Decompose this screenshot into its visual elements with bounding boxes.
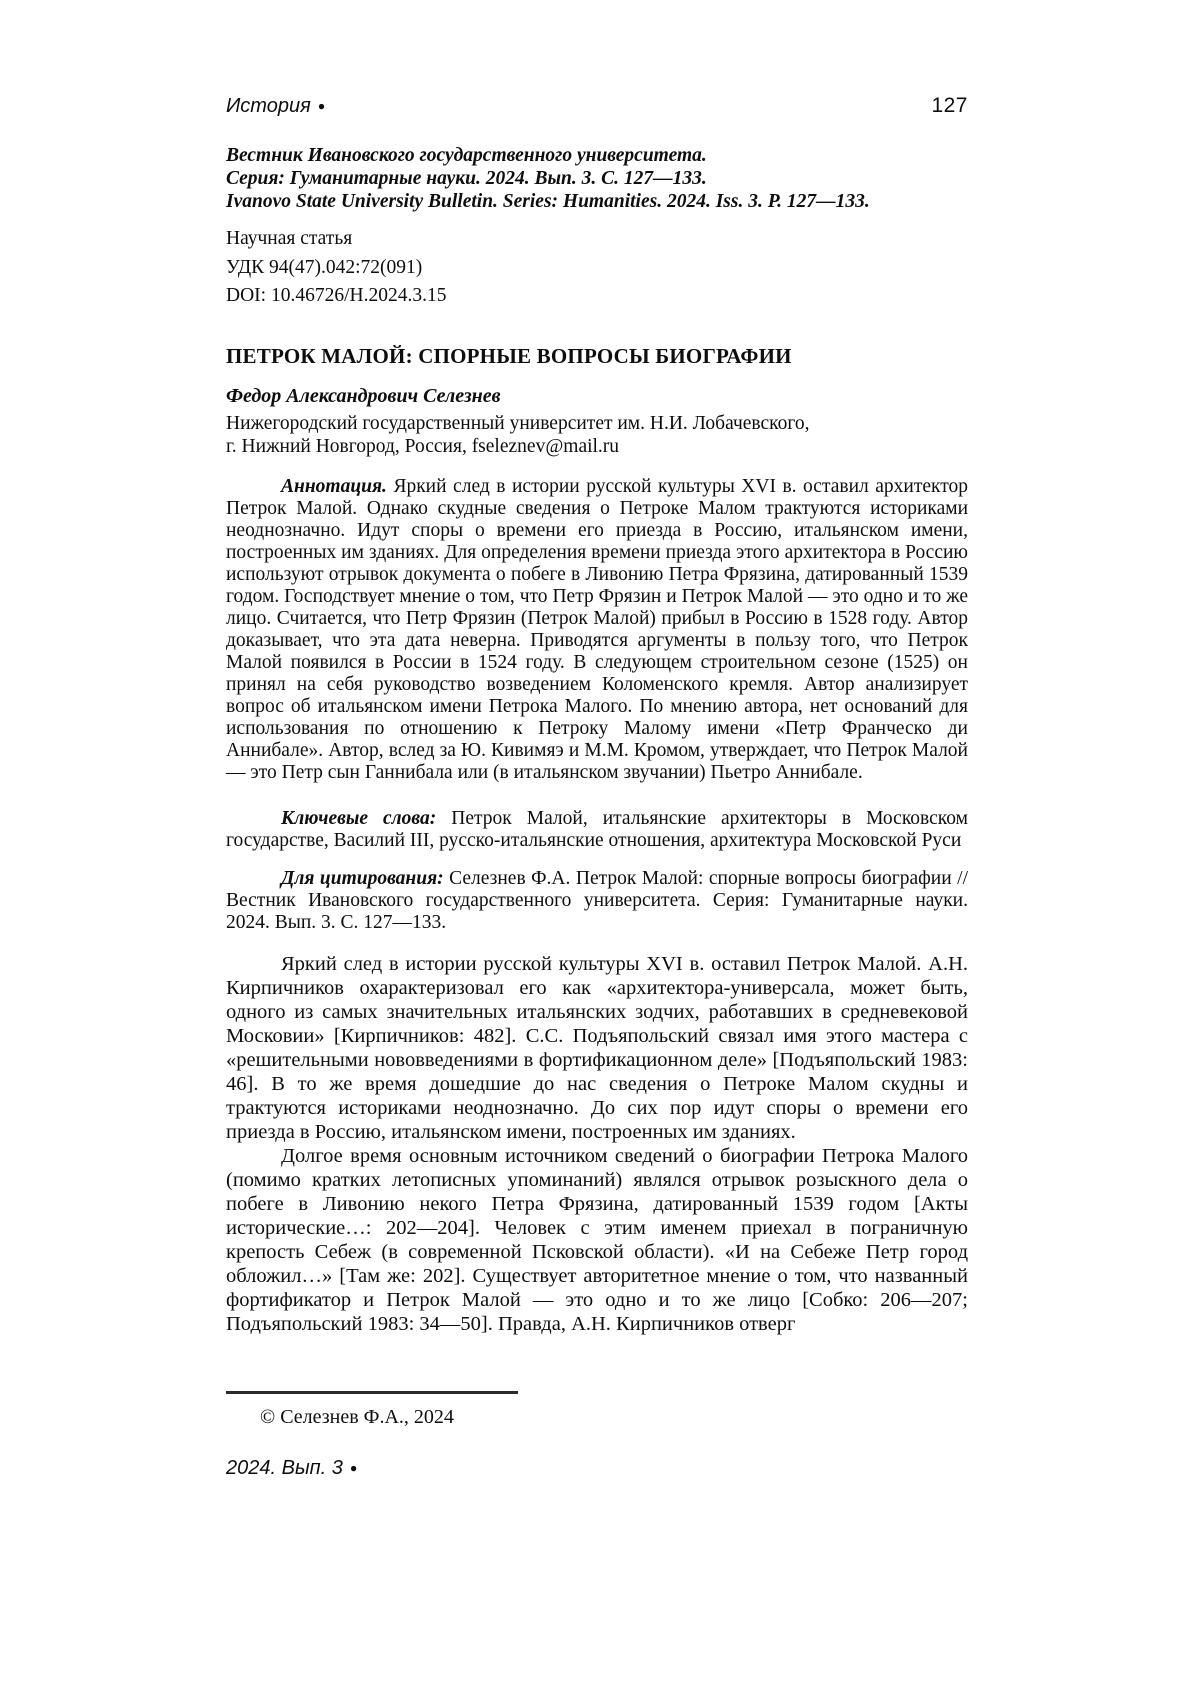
author-name: Федор Александрович Селезнев (226, 384, 501, 407)
citation-label: Для цитирования: (281, 867, 444, 889)
page-number: 127 (931, 94, 968, 117)
section-label (226, 94, 325, 118)
masthead-en-line: Ivanovo State University Bulletin. Series: Humanities. 2024. Iss. 3. P. 127—133. (226, 191, 870, 213)
body-paragraph-1: Яркий след в истории русской культуры XVI в. оставил Петрок Малой. А.Н. Кирпичников охарактеризовал его как «архитектора-универсала, может быть, одного из самых значительных итальянских зодчих, работавших в средневековой Московии» [Кирпичников: 482]. С.С. Подъяпольский связал имя этого мастера с «решительными нововведениями в фортификационном деле» [Подъяпольский 1983: 46]. В то же время дошедшие до нас сведения о Петроке Малом скудны и трактуются историками неоднозначно. До сих пор идут споры о времени его приезда в Россию, итальянском имени, построенных им зданиях. (226, 952, 968, 1143)
journal-masthead (226, 144, 968, 213)
article-title: ПЕТРОК МАЛОЙ: СПОРНЫЕ ВОПРОСЫ БИОГРАФИИ (226, 343, 792, 368)
article-meta (226, 225, 968, 311)
article-type: Научная статья (226, 228, 353, 250)
copyright-line: © Селезнев Ф.А., 2024 (260, 1406, 454, 1428)
affiliation-line2: г. Нижний Новгород, Россия, fseleznev@mail.ru (226, 435, 620, 457)
abstract-text: Яркий след в истории русской культуры XVI в. оставил архитектор Петрок Малой. Однако скудные сведения о Петроке Малом трактуются историками неоднозначно. Идут споры о времени его приезда в Россию, итальянском имени, построенных им зданиях. Для определения времени приезда этого архитектора в Россию используют отрывок документа о побеге в Ливонию Петра Фрязина, датированный 1539 годом. Господствует мнение о том, что Петр Фрязин и Петрок Малой — это одно и то же лицо. Считается, что Петр Фрязин (Петрок Малой) прибыл в Россию в 1528 году. Автор доказывает, что эта дата неверна. Приводятся аргументы в пользу того, что Петрок Малой появился в России в 1524 году. В следующем строительном сезоне (1525) он принял на себя руководство возведением Коломенского кремля. Автор анализирует вопрос об итальянском имени Петрока Малого. По мнению автора, нет оснований для использования по отношению к Петроку Малому имени «Петр Франческо ди Аннибале». Автор, вслед за Ю. Кивимяэ и М.М. Кромом, утверждает, что Петрок Малой — это Петр сын Ганнибала или (в итальянском звучании) Пьетро Аннибале. (226, 475, 968, 783)
affiliation-line1: Нижегородский государственный университет им. Н.И. Лобачевского, (226, 412, 810, 434)
section-title: История (226, 95, 311, 117)
footnote-rule (226, 1391, 518, 1394)
citation-text: Селезнев Ф.А. Петрок Малой: спорные вопросы биографии // Вестник Ивановского государственного университета. Серия: Гуманитарные науки. 2024. Вып. 3. С. 127—133. (226, 867, 968, 933)
abstract (226, 476, 968, 784)
keywords-label: Ключевые слова: (281, 807, 437, 829)
author-affiliation (226, 412, 968, 458)
running-header (226, 94, 968, 118)
keywords (226, 808, 968, 852)
footer-issue-label: 2024. Вып. 3 (226, 1457, 343, 1479)
masthead-ru-line2: Серия: Гуманитарные науки. 2024. Вып. 3. С. 127—133. (226, 168, 707, 190)
footnote-block (226, 1391, 518, 1429)
abstract-label: Аннотация. (281, 475, 387, 497)
udc-code: УДК 94(47).042:72(091) (226, 256, 423, 278)
doi-code: DOI: 10.46726/H.2024.3.15 (226, 285, 447, 307)
masthead-ru-line1: Вестник Ивановского государственного университета. (226, 145, 707, 167)
body-paragraph-2: Долгое время основным источником сведений о биографии Петрока Малого (помимо кратких летописных упоминаний) являлся отрывок розыскного дела о побеге в Ливонию некого Петра Фрязина, датированный 1539 годом [Акты исторические…: 202—204]. Человек с этим именем приехал в пограничную крепость Себеж (в современной Псковской области). «И на Себеже Петр город обложил…» [Там же: 202]. Существует авторитетное мнение о том, что названный фортификатор и Петрок Малой — это одно и то же лицо [Собко: 206—207; Подъяпольский 1983: 34—50]. Правда, А.Н. Кирпичников отверг (226, 1144, 968, 1335)
running-footer (226, 1457, 357, 1480)
citation (226, 868, 968, 934)
bullet-icon: ● (317, 99, 326, 114)
footer-bullet-icon: ● (349, 1461, 358, 1476)
keywords-text: Петрок Малой, итальянские архитекторы в Московском государстве, Василий III, русско-итальянские отношения, архитектура Московской Руси (226, 807, 969, 851)
